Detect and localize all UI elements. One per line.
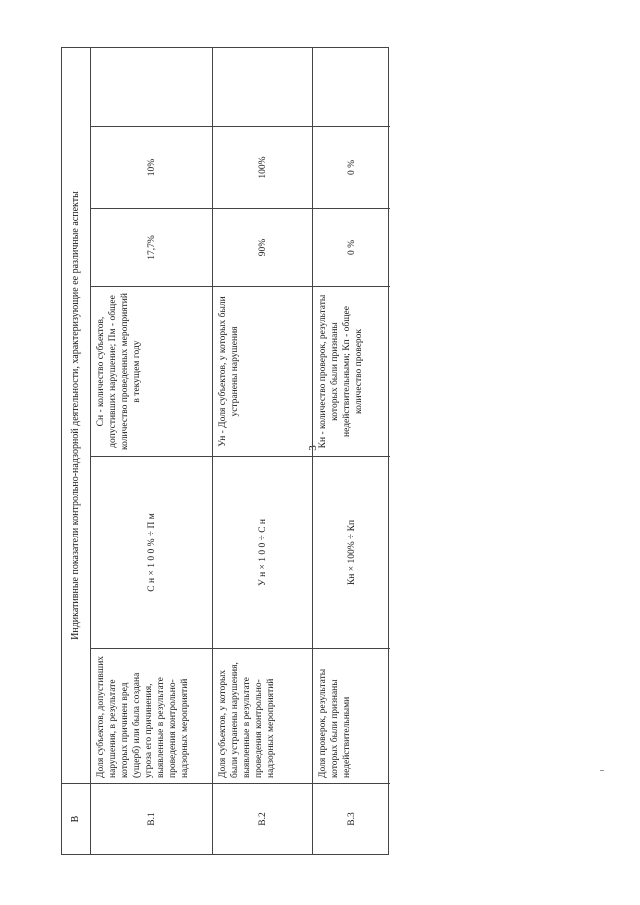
row-formula: У н × 1 0 0 ÷ С н — [213, 457, 312, 649]
row-code: В.3 — [346, 812, 357, 826]
row-description: Ун - Доля субъектов, у которых были устранены нарушения — [213, 287, 312, 457]
row-code: В.1 — [146, 812, 157, 826]
row-value-actual: 0 % — [313, 209, 390, 287]
table-header-row — [62, 48, 90, 854]
header-letter: В — [70, 815, 81, 823]
scan-speck — [600, 770, 604, 771]
row-name: Доля проверок, результаты которых были признаны недействительными — [313, 649, 390, 784]
page-number: 3 — [307, 445, 319, 451]
row-code: В.2 — [257, 812, 268, 826]
row-formula: Кн × 100% ÷ Кп — [313, 457, 390, 649]
row-name: Доля субъектов, допустивших нарушения, в результате которых причинен вред (ущерб) или была создана угроза его причинения, выявленные в результате проведения контрольно-надзорных мероприятий — [91, 649, 212, 784]
row-formula: С н × 1 0 0 % ÷ П м — [91, 457, 212, 649]
row-value-target: 100% — [213, 127, 312, 209]
row-note — [313, 48, 390, 127]
row-name: Доля субъектов, у которых были устранены нарушения, выявленные в результате проведения контрольно-надзорных мероприятий — [213, 649, 312, 784]
indicators-table — [61, 47, 389, 855]
table-row — [212, 48, 312, 854]
row-value-actual: 90% — [213, 209, 312, 287]
indicators-table-rotated — [61, 47, 389, 855]
row-value-actual: 17,7% — [91, 209, 212, 287]
row-description: Кн - количество проверок, результаты которых были признаны недействительными; Кп - общее количество проверок — [313, 287, 390, 457]
row-note — [91, 48, 212, 127]
table-row — [312, 48, 390, 854]
header-title: Индикативные показатели контрольно-надзорной деятельности, характеризующие ее различные аспекты — [62, 48, 90, 784]
table-row — [90, 48, 212, 854]
row-note — [213, 48, 312, 127]
row-value-target: 10% — [91, 127, 212, 209]
row-value-target: 0 % — [313, 127, 390, 209]
row-description: Сн - количество субъектов, допустивших нарушение; Пм - общее количество проведенных мероприятий в текущем году — [91, 287, 212, 457]
